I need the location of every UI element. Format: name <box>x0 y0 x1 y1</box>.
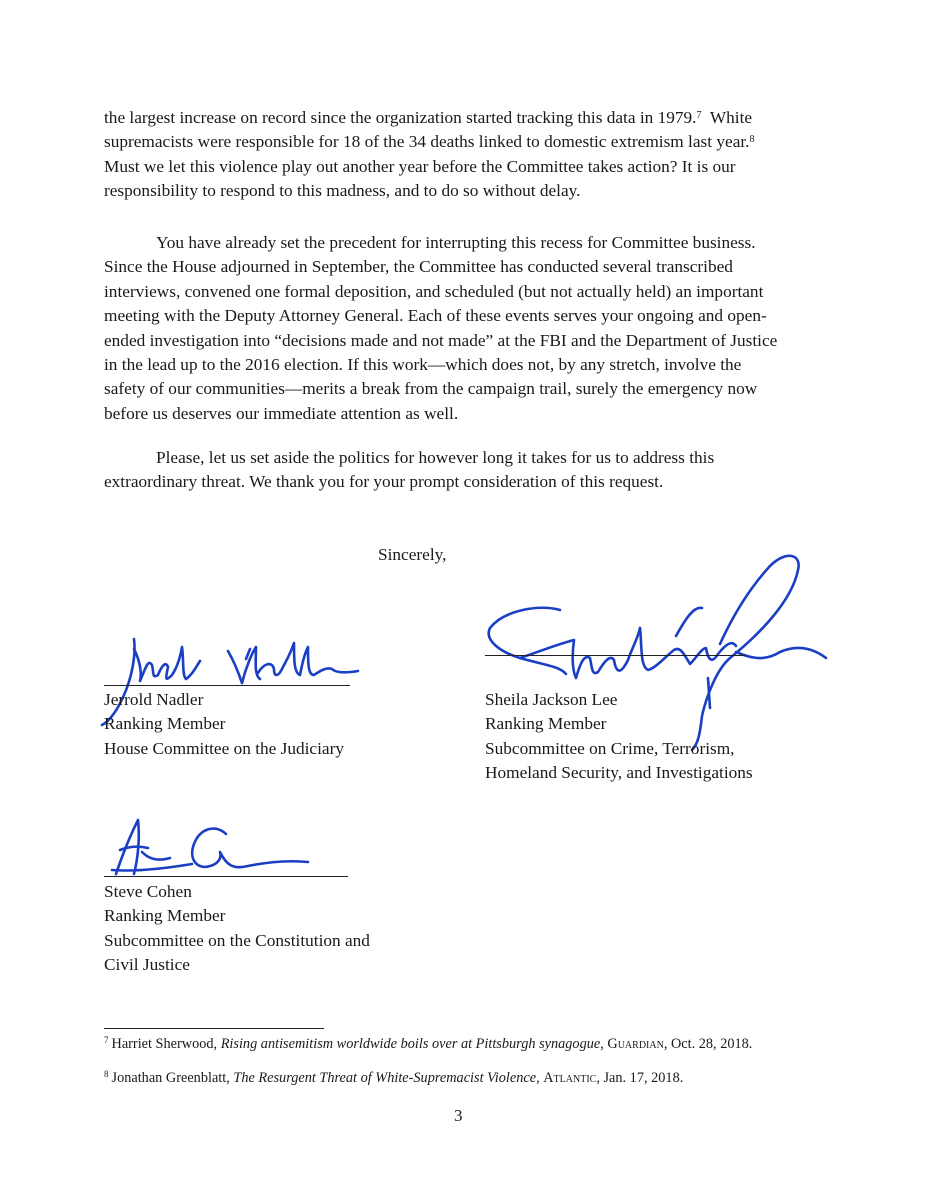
signature-line-jackson-lee <box>485 655 745 656</box>
paragraph-3 <box>104 446 804 495</box>
text-line: extraordinary threat. We thank you for your prompt consideration of this request. <box>104 472 664 492</box>
text-line: in the lead up to the 2016 election. If this work—which does not, by any stretch, involve the <box>104 355 742 375</box>
signatory-title: Ranking Member <box>485 714 607 734</box>
footnote-source: Atlantic <box>543 1070 597 1086</box>
text-line: ended investigation into “decisions made and not made” at the FBI and the Department of Justice <box>104 330 778 350</box>
footnote-number: 7 <box>104 1035 109 1045</box>
footnote-7: $^7$ Harriet Sherwood, Rising antisemitism worldwide boils over at Pittsburgh synagogue, Guardian, Oct. 28, 2018. <box>104 1035 753 1052</box>
signatory-cohen <box>104 880 370 978</box>
text-line: You have already set the precedent for interrupting this recess for Committee business. <box>156 233 756 252</box>
text-line: responsibility to respond to this madness, and to do so without delay. <box>104 181 581 201</box>
signature-line-nadler <box>104 685 350 686</box>
text-line: the largest increase on record since the organization started tracking this data in 1979.$^7$ White <box>104 108 753 127</box>
footnote-source: Guardian <box>607 1036 664 1052</box>
signatory-nadler <box>104 688 344 761</box>
text-line: Please, let us set aside the politics for however long it takes for us to address this <box>156 448 715 467</box>
footnote-title: The Resurgent Threat of White-Supremacist Violence <box>233 1070 537 1086</box>
text-line: safety of our communities—merits a break from the campaign trail, surely the emergency now <box>104 379 758 399</box>
footnote-title: Rising antisemitism worldwide boils over at Pittsburgh synagogue <box>220 1036 601 1052</box>
text-line: before us deserves our immediate attention as well. <box>104 403 459 423</box>
paragraph-2 <box>104 231 804 426</box>
signatory-committee: House Committee on the Judiciary <box>104 738 344 758</box>
text-line: interviews, convened one formal deposition, and scheduled (but not actually held) an important <box>104 281 764 301</box>
signatory-committee: Civil Justice <box>104 955 190 975</box>
signatory-name: Sheila Jackson Lee <box>485 690 618 709</box>
signatory-name: Jerrold Nadler <box>104 690 204 709</box>
signatory-title: Ranking Member <box>104 906 226 926</box>
text-line: Must we let this violence play out another year before the Committee takes action? It is our <box>104 156 736 176</box>
signatory-name: Steve Cohen <box>104 882 192 901</box>
footnote-8: $^8$ Jonathan Greenblatt, The Resurgent Threat of White-Supremacist Violence, Atlantic, Jan. 17, 2018. <box>104 1069 684 1086</box>
text-line: supremacists were responsible for 18 of the 34 deaths linked to domestic extremism last year.$^8$ <box>104 132 755 152</box>
paragraph-1 <box>104 106 804 204</box>
footnote-ref: 8 <box>749 134 755 146</box>
signatory-committee: Homeland Security, and Investigations <box>485 763 753 783</box>
page-number: 3 <box>454 1106 463 1125</box>
signatory-title: Ranking Member <box>104 714 226 734</box>
signatory-jackson-lee <box>485 688 753 786</box>
footnote-number: 8 <box>104 1069 109 1079</box>
footnote-ref: 7 <box>696 110 702 121</box>
signatory-committee: Subcommittee on Crime, Terrorism, <box>485 738 735 758</box>
signatory-committee: Subcommittee on the Constitution and <box>104 930 370 950</box>
closing-salutation: Sincerely, <box>378 545 447 564</box>
text-line: meeting with the Deputy Attorney General. Each of these events serves your ongoing and open- <box>104 306 767 326</box>
signature-line-cohen <box>104 876 348 877</box>
text-line: Since the House adjourned in September, the Committee has conducted several transcribed <box>104 257 733 277</box>
footnote-divider <box>104 1028 324 1029</box>
